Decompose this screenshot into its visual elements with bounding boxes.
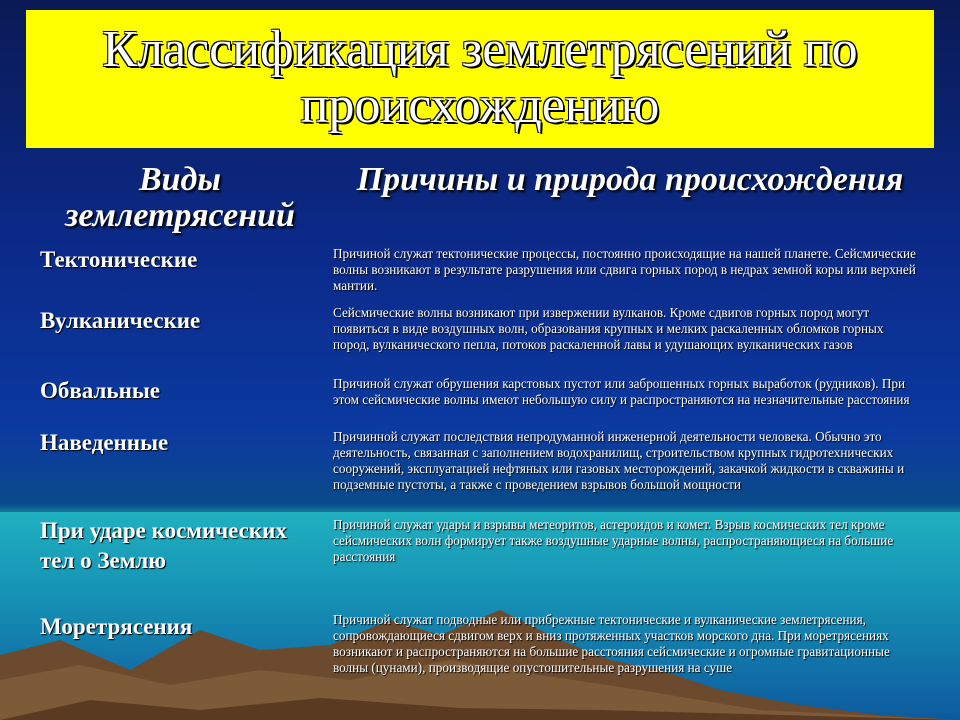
earthquake-type-collapse: Обвальные [40,378,160,403]
earthquake-type-cosmic-impact: При ударе космических тел о Землю [40,518,287,573]
earthquake-type-induced: Наведенные [40,430,169,455]
cause-seaquake: Причиной служат подводные или прибрежные тектонические и вулканические землетрясения, сопровождающиеся сдвигом верх и вниз протяженных участков морского дна. При моретрясениях возникают и распространяются на большие расстояния сейсмические и огромные гравитационные волны (цунами), производящие опустошительные разрушения на суше [333,612,890,675]
cause-tectonic: Причиной служат тектонические процессы, постоянно происходящие на нашей планете. Сейсмические волны возникают в результате разрушения или сдвига горных пород в недрах земной коры или верхней мантии. [333,246,916,293]
column-header-types: Виды землетрясений [65,161,295,234]
slide-title: Классификация землетрясений по происхождению [102,21,858,134]
cause-cosmic-impact: Причиной служат удары и взрывы метеоритов, астероидов и комет. Взрыв космических тел кроме сейсмических волн формирует также воздушные ударные волны, распространяющиеся на большие расстояния [333,517,894,564]
cause-induced: Причинной служат последствия непродуманной инженерной деятельности человека. Обычно это деятельность, связанная с заполнением водохранилищ, строительством крупных гидротехнических сооружений, эксплуатацией нефтяных или газовых месторождений, закачкой жидкости в скважины и подземные пустоты, а также с проведением взрывов большой мощности [333,429,905,492]
earthquake-type-seaquake: Моретрясения [40,614,193,639]
earthquake-type-tectonic: Тектонические [40,247,198,272]
column-header-causes: Причины и природа происхождения [356,161,904,198]
earthquake-type-volcanic: Вулканические [40,308,201,333]
cause-volcanic: Сейсмические волны возникают при извержении вулканов. Кроме сдвигов горных пород могут появиться в виде воздушных волн, образования крупных и мелких раскаленных обломков горных пород, вулканического пепла, потоков раскаленной лавы и удушающих вулканических газов [333,305,884,352]
cause-collapse: Причиной служат обрушения карстовых пустот или заброшенных горных выработок (рудников). При этом сейсмические волны имеют небольшую силу и распространяются на незначительные расстояния [333,376,910,407]
